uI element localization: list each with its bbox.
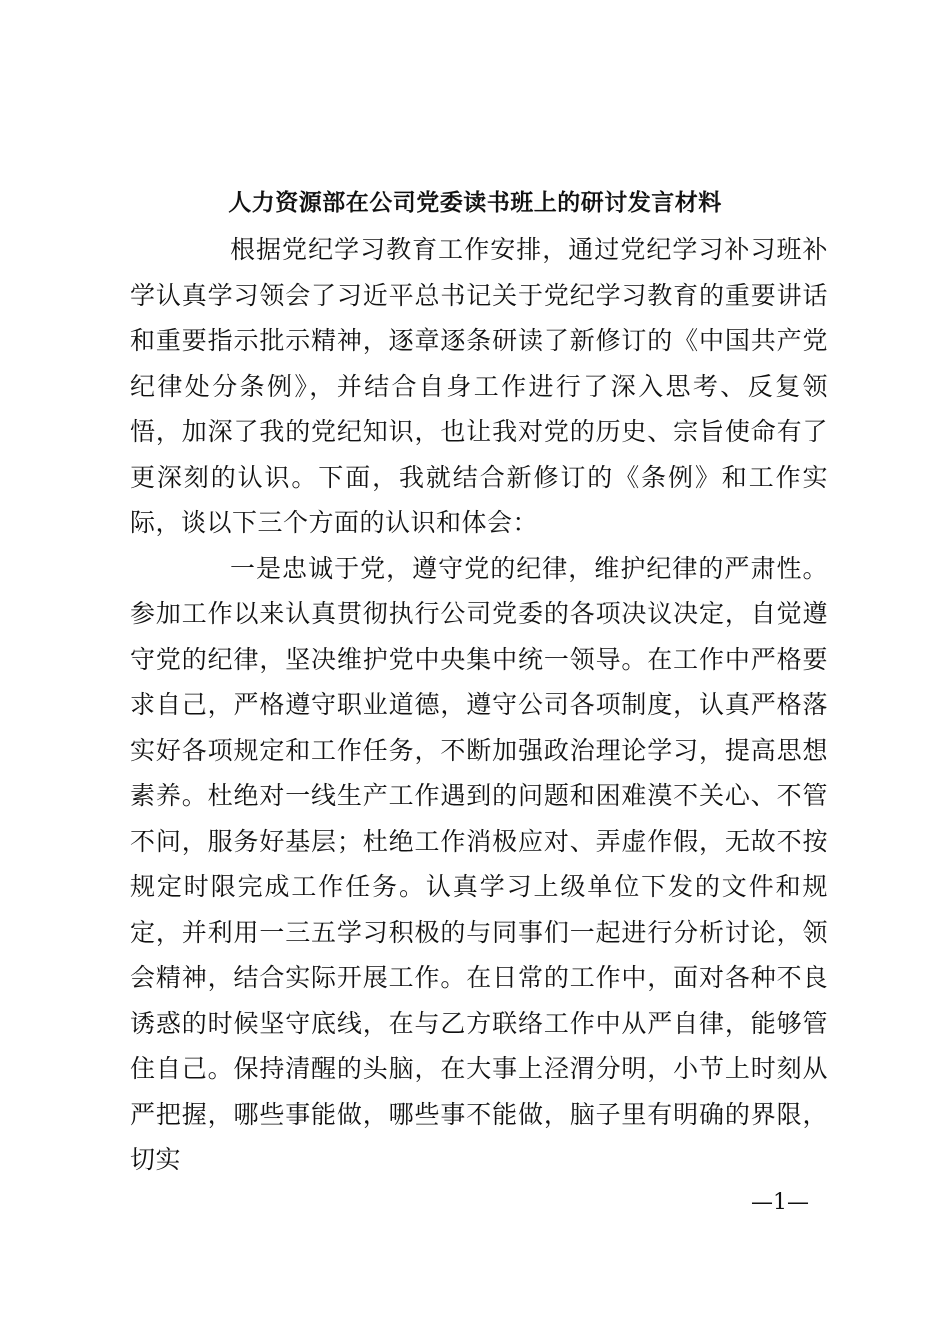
paragraph-point-one: 一是忠诚于党，遵守党的纪律，维护纪律的严肃性。参加工作以来认真贯彻执行公司党委的各项决议决定，自觉遵守党的纪律，坚决维护党中央集中统一领导。在工作中严格要求自己，严格遵守职业道德，遵守公司各项制度，认真严格落实好各项规定和工作任务，不断加强政治理论学习，提高思想素养。杜绝对一线生产工作遇到的问题和困难漠不关心、不管不问，服务好基层；杜绝工作消极应对、弄虚作假，无故不按规定时限完成工作任务。认真学习上级单位下发的文件和规定，并利用一三五学习积极的与同事们一起进行分析讨论，领会精神，结合实际开展工作。在日常的工作中，面对各种不良诱惑的时候坚守底线，在与乙方联络工作中从严自律，能够管住自己。保持清醒的头脑，在大事上泾渭分明，小节上时刻从严把握，哪些事能做，哪些事不能做，脑子里有明确的界限，切实 bbox=[130, 553, 828, 1174]
document-body bbox=[130, 227, 828, 1183]
page-number: —1— bbox=[751, 1190, 809, 1215]
document-title: 人力资源部在公司党委读书班上的研讨发言材料 bbox=[228, 189, 722, 216]
paragraph-introduction: 根据党纪学习教育工作安排，通过党纪学习补习班补学认真学习领会了习近平总书记关于党纪学习教育的重要讲话和重要指示批示精神，逐章逐条研读了新修订的《中国共产党纪律处分条例》，并结合自身工作进行了深入思考、反复领悟，加深了我的党纪知识，也让我对党的历史、宗旨使命有了更深刻的认识。下面，我就结合新修订的《条例》和工作实际，谈以下三个方面的认识和体会： bbox=[130, 235, 828, 537]
